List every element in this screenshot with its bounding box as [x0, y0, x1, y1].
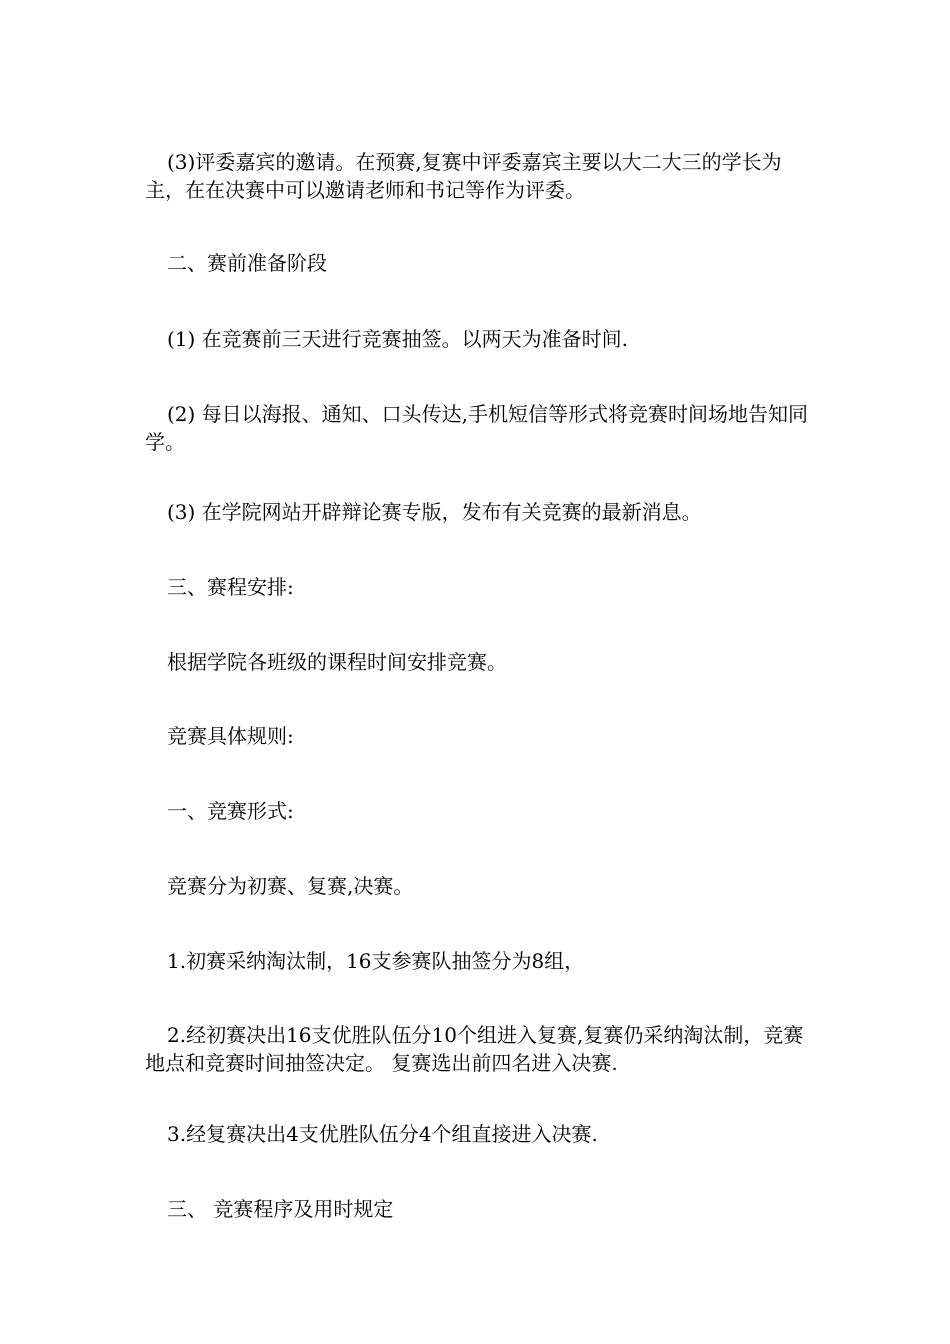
paragraph-prep-item-3: (3) 在学院网站开辟辩论赛专版，发布有关竞赛的最新消息。: [167, 500, 702, 524]
heading-competition-format: 一、竞赛形式:: [167, 799, 294, 823]
paragraph-final-round: 3.经复赛决出4支优胜队伍分4个组直接进入决赛.: [167, 1122, 598, 1146]
paragraph-judges-invitation: (3)评委嘉宾的邀请。在预赛,复赛中评委嘉宾主要以大二大三的学长为主，在在决赛中可以邀请老师和书记等作为评委。: [145, 150, 782, 202]
heading-procedure-timing: 三、 竞赛程序及用时规定: [167, 1197, 394, 1221]
paragraph-schedule-text: 根据学院各班级的课程时间安排竞赛。: [167, 650, 507, 674]
heading-schedule: 三、赛程安排:: [167, 575, 294, 599]
paragraph-prep-item-1: (1) 在竞赛前三天进行竞赛抽签。以两天为准备时间.: [167, 327, 629, 351]
paragraph-format-stages: 竞赛分为初赛、复赛,决赛。: [167, 874, 414, 898]
heading-specific-rules: 竞赛具体规则:: [167, 724, 294, 748]
paragraph-second-round: 2.经初赛决出16支优胜队伍分10个组进入复赛,复赛仍采纳淘汰制，竞赛地点和竞赛时间抽签决定。 复赛选出前四名进入决赛.: [145, 1023, 804, 1075]
paragraph-prep-item-2: (2) 每日以海报、通知、口头传达,手机短信等形式将竞赛时间场地告知同学。: [145, 402, 809, 454]
paragraph-preliminary-round: 1.初赛采纳淘汰制，16支参赛队抽签分为8组，: [167, 949, 585, 973]
heading-preparation-stage: 二、赛前准备阶段: [167, 251, 327, 275]
